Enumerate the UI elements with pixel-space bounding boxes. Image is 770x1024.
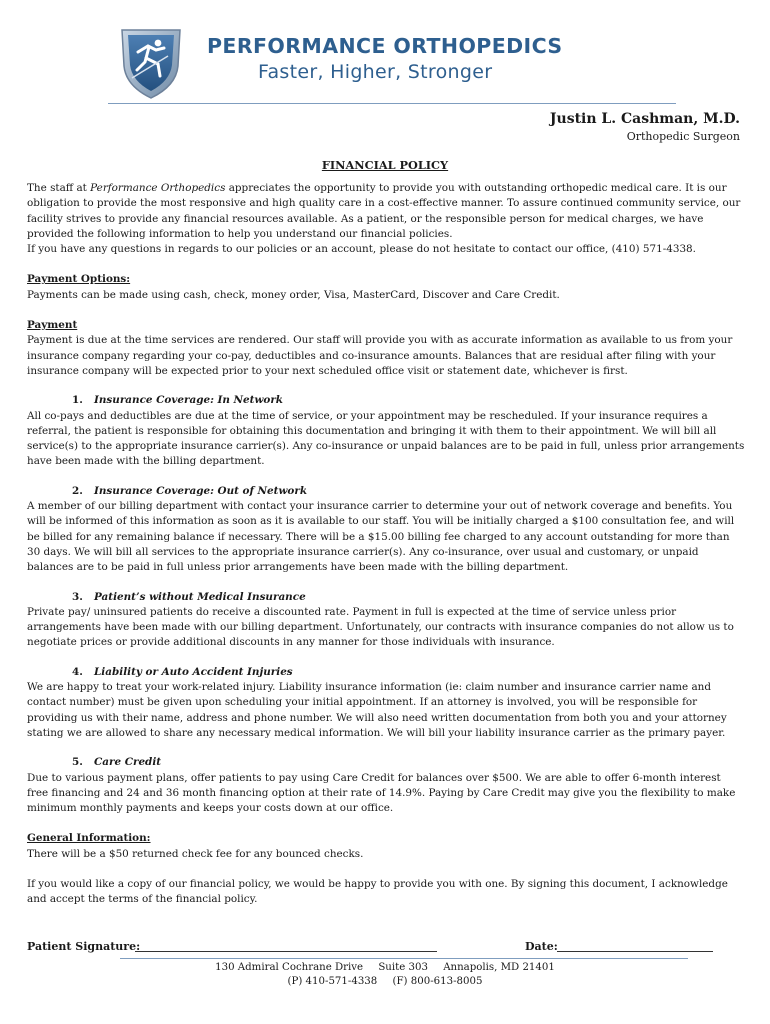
- section-text: A member of our billing department with contact your insurance carrier to determine your out of network coverage and benefits. You will be informed of this information as soon as it is available to our staff. You will be initially charged a $100 consultation fee, and will be billed for any remaining balance if necessary. There will be a $15.00 billing fee charged to any account outstanding for more than 30 days. We will bill all services to the appropriate insurance carrier(s). Any co-insurance, over usual and customary, or unpaid balances are to be paid in full unless prior arrangements have been made with the billing department.: [27, 500, 735, 574]
- footer-fax: (F) 800-613-8005: [392, 976, 483, 987]
- payment-options-text: Payments can be made using cash, check, money order, Visa, MasterCard, Discover and Care Credit.: [27, 288, 560, 301]
- section-heading: [27, 393, 745, 408]
- header-divider: [108, 103, 676, 104]
- shield-runner-logo-icon: [118, 26, 184, 100]
- section-number: 2.: [72, 484, 83, 497]
- footer-street: 130 Admiral Cochrane Drive: [215, 962, 364, 973]
- section-number: 3.: [72, 590, 83, 603]
- section-heading: [27, 665, 745, 680]
- date-field[interactable]: [557, 940, 713, 952]
- patient-signature-label: Patient Signature:: [27, 940, 141, 953]
- payment-heading: Payment: [27, 319, 78, 332]
- footer-address: [0, 961, 770, 975]
- intro-text-cont: appreciates the opportunity to provide you with outstanding orthopedic medical care. It is our obligation to provide the most responsive and high quality care in a cost-effective manner. To assure continued community service, our facility strives to provide any financial resources available. As a patient, or the responsible person for medical charges, we have provided the following information to help you understand our financial policies.: [27, 182, 741, 240]
- general-info-heading: General Information:: [27, 832, 151, 845]
- acknowledgement-text: If you would like a copy of our financial policy, we would be happy to provide you with one. By signing this document, I acknowledge and accept the terms of the financial policy.: [27, 877, 728, 906]
- section-text: We are happy to treat your work-related injury. Liability insurance information (ie: claim number and insurance carrier name and contact number) must be given upon scheduling your initial appointment. If an attorney is involved, you will be responsible for providing us with their name, address and phone number. We will also need written documentation from both you and your attorney stating we are allowed to share any necessary medical information. We will bill your liability insurance carrier as the primary payer.: [27, 681, 727, 739]
- intro-text: The staff at: [27, 182, 91, 194]
- section-title: Insurance Coverage: In Network: [94, 394, 284, 407]
- policy-body: [27, 181, 745, 908]
- section-number: 5.: [72, 756, 83, 769]
- general-info-text: There will be a $50 returned check fee for any bounced checks.: [27, 847, 364, 860]
- contact-paragraph: If you have any questions in regards to our policies or an account, please do not hesitate to contact our office, (410) 571-4338.: [27, 243, 696, 256]
- doctor-title: Orthopedic Surgeon: [626, 130, 740, 143]
- section-title: Care Credit: [94, 756, 162, 769]
- brand-tagline: Faster, Higher, Stronger: [258, 61, 493, 83]
- section-title: Insurance Coverage: Out of Network: [94, 484, 308, 497]
- section-text: Due to various payment plans, offer patients to pay using Care Credit for balances over $500. We are able to offer 6-month interest free financing and 24 and 36 month financing option at their rate of 14.9%. Paying by Care Credit may give you the flexibility to make minimum monthly payments and keeps your costs down at our office.: [27, 771, 736, 815]
- footer-suite: Suite 303: [378, 962, 428, 973]
- payment-options-heading: Payment Options:: [27, 273, 131, 286]
- intro-paragraph: [27, 181, 745, 242]
- section-text: Private pay/ uninsured patients do receive a discounted rate. Payment in full is expected at the time of service unless prior arrangements have been made with our billing department. Unfortunately, our contracts with insurance companies do not allow us to negotiate prices or provide additional discounts in any manner for those individuals with insurance.: [27, 605, 734, 649]
- footer-contact: [0, 975, 770, 989]
- section-title: Patient’s without Medical Insurance: [94, 590, 306, 603]
- payment-text: Payment is due at the time services are rendered. Our staff will provide you with as accurate information as available to us from your insurance company regarding your co-pay, deductibles and co-insurance amounts. Balances that are residual after filing with your insurance company will be expected prior to your next scheduled office visit or statement date, whichever is first.: [27, 334, 733, 377]
- doctor-name: Justin L. Cashman, M.D.: [549, 111, 740, 127]
- footer-phone: (P) 410-571-4338: [287, 976, 378, 987]
- page-title: FINANCIAL POLICY: [321, 158, 449, 172]
- patient-signature-field[interactable]: [135, 940, 437, 952]
- practice-name: Performance Orthopedics: [90, 182, 226, 194]
- date-label: Date:: [525, 940, 558, 953]
- brand-name: PERFORMANCE ORTHOPEDICS: [207, 34, 563, 58]
- footer-city: Annapolis, MD 21401: [443, 962, 555, 973]
- section-heading: [27, 755, 745, 770]
- section-number: 1.: [72, 394, 83, 407]
- section-heading: [27, 484, 745, 499]
- section-title: Liability or Auto Accident Injuries: [94, 665, 293, 678]
- section-heading: [27, 590, 745, 605]
- footer-divider: [120, 958, 688, 959]
- section-number: 4.: [72, 665, 83, 678]
- section-text: All co-pays and deductibles are due at the time of service, or your appointment may be rescheduled. If your insurance requires a referral, the patient is responsible for obtaining this documentation and bringing it with them to their appointment. We will bill all service(s) to the appropriate insurance carrier(s). Any co-insurance or unpaid balances are to be paid in full, unless prior arrangements have been made with the billing department.: [27, 409, 745, 468]
